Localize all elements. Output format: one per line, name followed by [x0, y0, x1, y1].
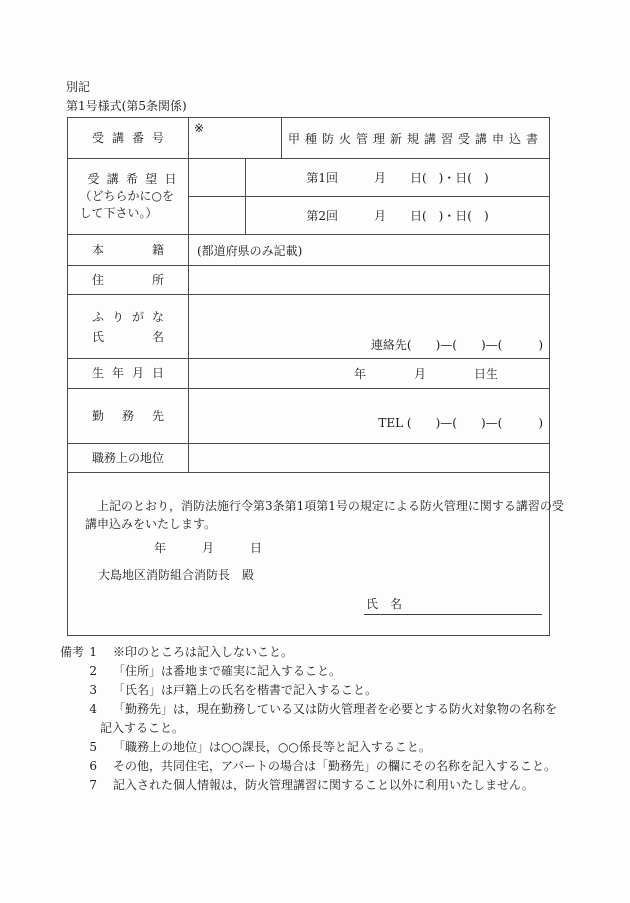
- remark-item-4: [60, 700, 576, 719]
- preferred-date-note-line2: して下さい。）: [79, 206, 158, 220]
- form-title: 甲種防火管理新規講習受講申込書: [287, 131, 543, 146]
- session1-row: [189, 159, 549, 197]
- preferred-date-label-block: [80, 171, 177, 222]
- remark-number-2: 2: [89, 664, 97, 678]
- remark-text-1: ※印のところは記入しないこと。: [113, 645, 294, 659]
- row-birth-date: [68, 359, 549, 389]
- appendix-tag: 別記: [66, 80, 91, 94]
- remark-text-6: その他，共同住宅，アパートの場合は「勤務先」の欄にその名称を記入すること。: [113, 759, 557, 773]
- course-number-label: 受講番号: [92, 130, 164, 145]
- asterisk-mark: ※: [194, 121, 205, 135]
- birth-date-label: 生年月日: [92, 366, 164, 380]
- remark-text-5: 「職務上の地位」は○○課長，○○係長等と記入すること。: [113, 740, 431, 754]
- session1-date-cell: [246, 159, 549, 196]
- remarks-prefix: 備考: [60, 645, 85, 659]
- application-form-table: [67, 117, 564, 636]
- row-address: [68, 266, 549, 295]
- position-label-cell: [68, 444, 189, 472]
- declaration-line2: 講申込みをいたします。: [85, 517, 217, 531]
- remark-text-2: 「住所」は番地まで確実に記入すること。: [113, 664, 342, 678]
- row-course-number: [68, 118, 549, 159]
- remark-number-7: 7: [89, 778, 97, 792]
- session2-date-cell: [246, 197, 549, 234]
- remark-text-7: 記入された個人情報は，防火管理講習に関すること以外に利用いたしません。: [113, 778, 534, 792]
- remark-item-1: [60, 643, 576, 662]
- preferred-date-note-line1: （どちらかに○を: [79, 189, 174, 203]
- session1-circle-cell: [189, 159, 246, 196]
- remark-marker-2: [60, 662, 97, 681]
- remark-text-3: 「氏名」は戸籍上の氏名を楷書で記入すること。: [113, 683, 378, 697]
- name-entry-cell: [189, 295, 549, 358]
- birth-date-format-text: 年 月 日生: [354, 367, 499, 381]
- workplace-entry-cell: [189, 389, 549, 443]
- address-label: 住所: [92, 272, 164, 287]
- remarks-list: [60, 643, 576, 795]
- name-label-cell: [68, 295, 189, 358]
- domicile-label: 本籍: [92, 242, 164, 257]
- row-name: [68, 295, 549, 359]
- session1-date-text: 第1回 月 日( )・日( ): [306, 171, 489, 185]
- remark-text-4: 「勤務先」は，現在勤務している又は防火管理者を必要とする防火対象物の名称を: [113, 702, 558, 716]
- form-title-cell: [282, 118, 549, 158]
- domicile-entry-cell: [189, 235, 549, 265]
- row-workplace: [68, 389, 549, 444]
- remark-number-5: 5: [89, 740, 97, 754]
- remark-number-4: 4: [89, 702, 97, 716]
- furigana-label: ふりがな: [92, 309, 164, 324]
- remark-text-4-continuation: 記入すること。: [100, 721, 185, 735]
- remark-number-6: 6: [89, 759, 97, 773]
- remark-item-6: [60, 757, 576, 776]
- declaration-addressee: 大島地区消防組合消防長 殿: [98, 568, 255, 582]
- address-label-cell: [68, 266, 189, 294]
- domicile-hint: (都道府県のみ記載): [197, 243, 303, 258]
- remark-number-1: 1: [89, 645, 97, 659]
- birth-date-label-cell: [68, 359, 189, 388]
- remark-number-3: 3: [89, 683, 97, 697]
- remark-marker-7: [60, 776, 97, 795]
- remark-item-7: [60, 776, 576, 795]
- preferred-date-label-cell: [68, 159, 189, 234]
- workplace-label: 勤務先: [92, 408, 164, 423]
- remark-marker-3: [60, 681, 97, 700]
- remark-item-3: [60, 681, 576, 700]
- remark-item-5: [60, 738, 576, 757]
- domicile-label-cell: [68, 235, 189, 265]
- course-number-entry-cell: [189, 118, 282, 158]
- declaration-line1: 上記のとおり，消防法施行令第3条第1項第1号の規定による防火管理に関する講習の受: [85, 499, 564, 513]
- row-registered-domicile: [68, 235, 549, 266]
- preferred-date-label: 受講希望日: [87, 172, 177, 186]
- remark-marker-5: [60, 738, 97, 757]
- remark-marker-6: [60, 757, 97, 776]
- contact-number-line: 連絡先( )—( )—( ): [370, 338, 543, 352]
- declaration-paragraph: [85, 497, 564, 533]
- course-number-label-cell: [68, 118, 189, 158]
- workplace-tel-line: TEL ( )—( )—( ): [378, 416, 543, 430]
- row-preferred-date: [68, 159, 549, 235]
- position-label: 職務上の地位: [91, 450, 164, 465]
- row-position: [68, 444, 549, 473]
- remark-marker-4: [60, 700, 97, 719]
- name-label: 氏名: [92, 329, 164, 344]
- session2-date-text: 第2回 月 日( )・日( ): [306, 209, 489, 223]
- session2-row: [189, 197, 549, 234]
- signature-name-field: 氏 名: [364, 595, 542, 615]
- position-entry-cell: [189, 444, 549, 472]
- declaration-section: [68, 473, 564, 635]
- birth-date-entry-cell: [189, 359, 549, 388]
- remark-item-2: [60, 662, 576, 681]
- declaration-date-line: 年 月 日: [154, 541, 263, 555]
- remark-marker-1: [60, 643, 97, 662]
- address-entry-cell: [189, 266, 549, 294]
- workplace-label-cell: [68, 389, 189, 443]
- name-label-block: [92, 307, 164, 347]
- preferred-date-options: [189, 159, 549, 234]
- session2-circle-cell: [189, 197, 246, 234]
- form-number-label: 第1号様式(第5条関係): [66, 99, 187, 113]
